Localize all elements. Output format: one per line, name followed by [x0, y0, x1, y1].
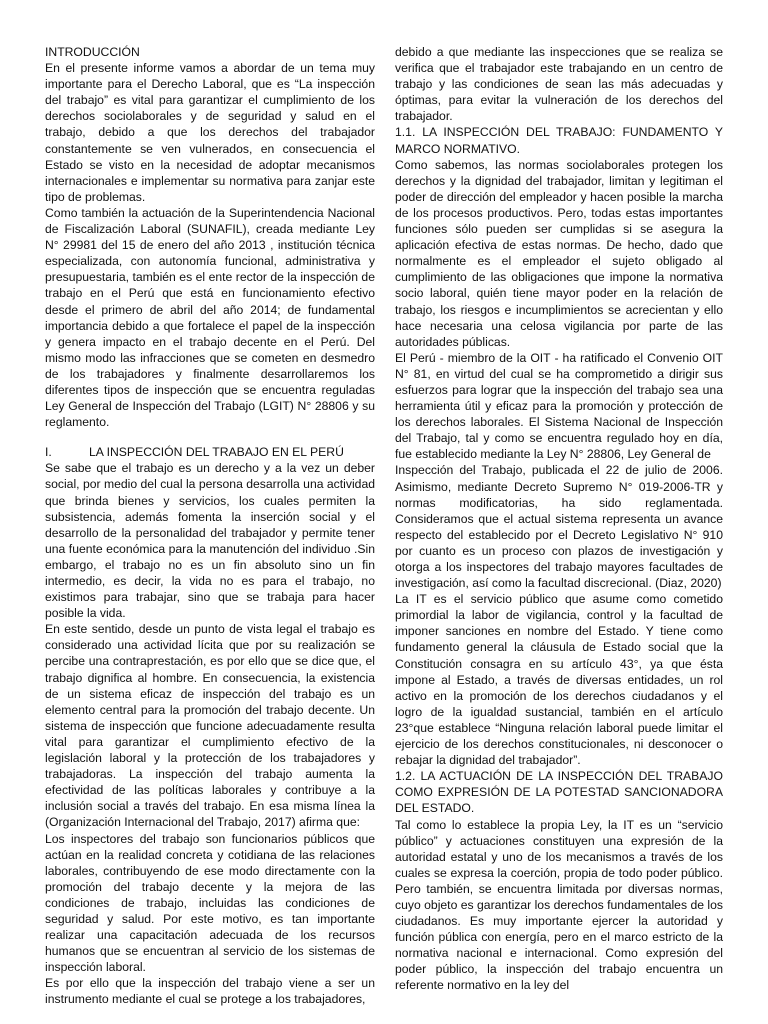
section-number: I. [45, 445, 52, 460]
paragraph: Se sabe que el trabajo es un derecho y a la vez un deber social, por medio del cual la persona desarrolla una actividad que brinda bienes y servicios, los cuales permiten la subsistencia, además fomenta la inserción social y el desarrollo de la personalidad del trabajador y permite tener una fuente económica para la manutención del individuo .Sin embargo, el trabajo no es un fin absoluto sino un fin intermedio, es decir, la vida no es para el trabajo, no existimos para trabajar, sino que se trabaja para hacer posible la vida. [45, 461, 375, 621]
paragraph: Tal como lo establece la propia Ley, la IT es un “servicio público” y actuaciones constituyen una expresión de la autoridad estatal y uno de los mecanismos a través de los cuales se expresa la coerción, propia de todo poder público. Pero también, se encuentra limitada por diversas normas, cuyo objeto es garantizar los derechos fundamentales de los ciudadanos. Es muy importante ejercer la autoridad y función pública con energía, pero en el marco estricto de la normativa nacional e internacional. Como expresión del poder público, la inspección del trabajo encuentra un referente normativo en la ley del [395, 817, 723, 993]
right-column [395, 44, 723, 994]
paragraph: Como sabemos, las normas sociolaborales protegen los derechos y la dignidad del trabajador, limitan y legitiman el poder de dirección del empleador y hacen posible la marcha de los procesos productivos. Pero, todas estas importantes funciones sólo pueden ser cumplidas si se asegura la aplicación efectiva de estas normas. De hecho, dado que normalmente es el empleador el sujeto obligado al cumplimiento de las obligaciones que impone la normativa socio laboral, quién tiene mayor poder en la relación de trabajo, los riesgos e incumplimientos se acrecientan y ello hace necesaria una celosa vigilancia por parte de las autoridades públicas. [395, 157, 723, 349]
spacer [45, 430, 375, 444]
section-heading [45, 444, 375, 460]
paragraph: debido a que mediante las inspecciones que se realiza se verifica que el trabajador este trabajando en un centro de trabajo y las condiciones de sean las más adecuadas y óptimas, para evitar la vulneración de los derechos del trabajador. [395, 45, 723, 124]
section-title: LA INSPECCIÓN DEL TRABAJO EN EL PERÚ [89, 445, 344, 460]
paragraph: El Perú - miembro de la OIT - ha ratificado el Convenio OIT N° 81, en virtud del cual se ha comprometido a dirigir sus esfuerzos para lograr que la inspección del trabajo sea una herramienta útil y eficaz para la promoción y protección de los derechos laborales. El Sistema Nacional de Inspección del Trabajo, tal y como se encuentra regulado hoy en día, fue establecido mediante la Ley N° 28806, Ley General de [395, 350, 723, 462]
paragraph: La IT es el servicio público que asume como cometido primordial la labor de vigilancia, control y la facultad de imponer sanciones en nombre del Estado. Y tiene como fundamento general la cláusula de Estado social que la Constitución consagra en su artículo 43°, ya que ésta impone al Estado, a través de diversas entidades, un rol activo en la promoción de los derechos ciudadanos y el logro de la igualdad sustancial, también en el artículo 23°que establece “Ninguna relación laboral puede limitar el ejercicio de los derechos constitucionales, ni desconocer o rebajar la dignidad del trabajador”. [395, 592, 723, 768]
paragraph: En este sentido, desde un punto de vista legal el trabajo es considerado una actividad lícita que por su realización se percibe una contraprestación, es por ello que se dice que, el trabajo dignifica al hombre. En consecuencia, la existencia de un sistema eficaz de inspección del trabajo es un elemento central para la promoción del trabajo decente. Un sistema de inspección que funcione adecuadamente resulta vital para garantizar el cumplimiento efectivo de la legislación laboral y la protección de los trabajadores y trabajadoras. La inspección del trabajo aumenta la efectividad de las políticas laborales y contribuye a la inclusión social a través del trabajo. En esa misma línea la (Organización Internacional del Trabajo, 2017) afirma que: [45, 622, 375, 830]
paragraph: Como también la actuación de la Superintendencia Nacional de Fiscalización Laboral (SUNAFIL), creada mediante Ley N° 29981 del 15 de enero del año 2013 , institución técnica especializada, con autonomía funcional, administrativa y presupuestaria, también es el ente rector de la inspección de trabajo en el Perú que está en funcionamiento efectivo desde el primero de abril del año 2014; de fundamental importancia debido a que fortalece el papel de la inspección y genera impacto en el trabajo decente en el Perú. Del mismo modo las infracciones que se cometen en desmedro de los trabajadores y finalmente desarrollaremos los diferentes tipos de inspección que se encuentra reguladas Ley General de Inspección del Trabajo (LGIT) N° 28806 y su reglamento. [45, 205, 375, 430]
paragraph: En el presente informe vamos a abordar de un tema muy importante para el Derecho Laboral, que es “La inspección del trabajo” es vital para garantizar el cumplimiento de los derechos sociolaborales y de seguridad y salud en el trabajo, debido a que los derechos del trabajador constantemente se ven vulnerados, en consecuencia el Estado se visto en la necesidad de adoptar mecanismos internacionales e implementar su normativa para zanjar este tipo de problemas. [45, 61, 375, 204]
left-column [45, 44, 375, 1008]
paragraph: Los inspectores del trabajo son funcionarios públicos que actúan en la realidad concreta y cotidiana de las relaciones laborales, contribuyendo de ese modo directamente con la promoción del trabajo decente y la mejora de las condiciones de trabajo, incluidas las condiciones de seguridad y salud. Por este motivo, es tan importante realizar una capacitación adecuada de los recursos humanos que se encuentran al servicio de los sistemas de inspección laboral. [45, 831, 375, 975]
paragraph: Inspección del Trabajo, publicada el 22 de julio de 2006. Asimismo, mediante Decreto Supremo N° 019-2006-TR y normas modificatorias, ha sido reglamentada. Consideramos que el actual sistema representa un avance respecto del establecido por el Decreto Legislativo N° 910 por cuanto es un proceso con plazos de investigación y otorga a los inspectores del trabajo mayores facultades de investigación, así como la facultad discrecional. (Diaz, 2020) [395, 463, 723, 591]
paragraph: Es por ello que la inspección del trabajo viene a ser un instrumento mediante el cual se protege a los trabajadores, [45, 976, 375, 1007]
section-heading: 1.1. LA INSPECCIÓN DEL TRABAJO: FUNDAMENTO Y MARCO NORMATIVO. [395, 125, 723, 156]
intro-heading: INTRODUCCIÓN [45, 45, 140, 59]
section-heading: 1.2. LA ACTUACIÓN DE LA INSPECCIÓN DEL TRABAJO COMO EXPRESIÓN DE LA POTESTAD SANCIONADORA DEL ESTADO. [395, 769, 723, 816]
